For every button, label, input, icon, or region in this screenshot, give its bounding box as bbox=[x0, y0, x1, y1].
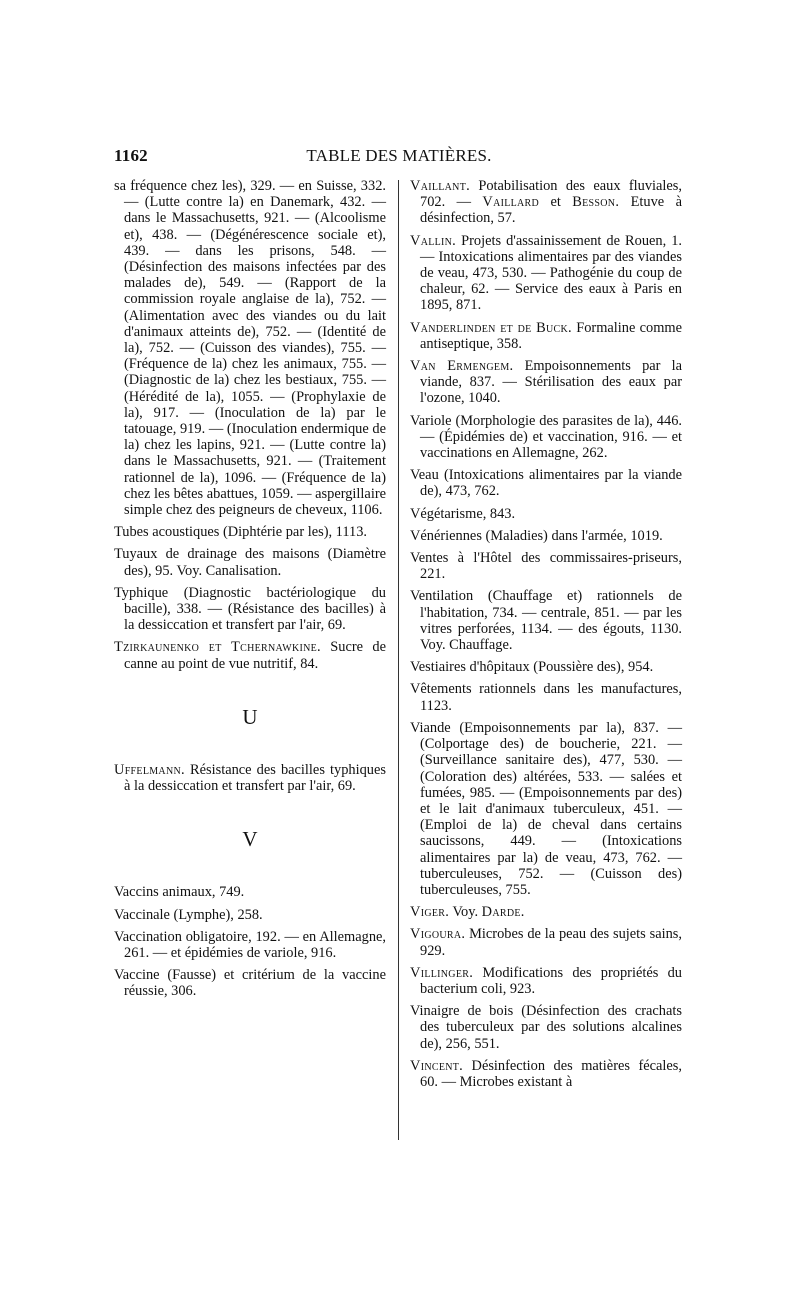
entry-text: Voy. bbox=[449, 904, 482, 921]
index-entry-tuberculose-cont: sa fréquence chez les), 329. — en Suisse, 332. — (Lutte contre la) en Danemark, 432. — dans le Massachusetts, 921. — (Alcoolisme et), 438. — (Dégénérescence sociale et), 439. — dans les prisons, 548. — (Désinfection des maisons infectées par des malades de), 549. — (Rapport de la commission royale anglaise de la), 752. — (Alimentation avec des viandes ou du lait d'animaux atteints de), 752. — (Identité de la), 752. — (Cuisson des viandes), 755. — (Fréquence de la) chez les animaux, 755. — (Diagnostic de la) chez les bestiaux, 755. — (Hérédité de la), 1055. — (Prophylaxie de la), 917. — (Inoculation de la) par le tatouage, 919. — (Inoculation endermique de la) chez les lapins, 921. — (Lutte contre la) dans le Massachusetts, 921. — (Traitement rationnel de la), 1096. — (Fréquence de la) chez les bêtes abattues, 1059. — aspergillaire simple chez des peigneurs de cheveux, 1106. bbox=[114, 178, 386, 519]
index-entry-vanderlinden bbox=[410, 320, 682, 352]
index-entry-vincent bbox=[410, 1058, 682, 1090]
index-entry-vaillant bbox=[410, 178, 682, 227]
section-letter-u: U bbox=[242, 704, 258, 729]
index-entry-tuyaux: Tuyaux de drainage des maisons (Diamètre des), 95. Voy. Canalisation. bbox=[114, 546, 386, 579]
entry-text: Désinfection des matières fécales, 60. — Microbes existant à bbox=[420, 1057, 682, 1090]
index-entry-viande: Viande (Empoisonnements par la), 837. — (Colportage des) de boucherie, 221. — (Surveillance sanitaire des), 477, 530. — (Coloration des) altérées, 533. — salées et fumées, 985. — (Empoisonnements par des) et le lait d'animaux tuberculeux, 451. —(Emploi de la) de cheval dans certains saucissons, 449. — (Intoxications alimentaires par la) de veau, 473, 762. — tuberculeuses, 752. — (Cuisson des) tuberculeuses, 755. bbox=[410, 719, 682, 898]
author-name: Uffelmann. bbox=[114, 761, 185, 778]
entry-text: Potabilisation des eaux fluviales, 702. — bbox=[420, 178, 682, 211]
index-entry-veneriennes: Vénériennes (Maladies) dans l'armée, 1019. bbox=[410, 527, 663, 544]
index-entry-ventilation: Ventilation (Chauffage et) rationnels de l'habitation, 734. — centrale, 851. — par les vitres perforées, 1134. — des égouts, 1130. Voy. Chauffage. bbox=[410, 588, 682, 654]
index-entry-vestiaires: Vestiaires d'hôpitaux (Poussière des), 954. bbox=[410, 659, 654, 676]
right-column bbox=[410, 178, 682, 1096]
index-entry-ventes: Ventes à l'Hôtel des commissaires-priseurs, 221. bbox=[410, 550, 682, 583]
author-name: Viger. bbox=[410, 904, 450, 921]
column-divider bbox=[398, 180, 399, 1140]
entry-text: Empoisonnements par la viande, 837. — Stérilisation des eaux par l'ozone, 1040. bbox=[420, 358, 682, 407]
entry-text: Microbes de la peau des sujets sains, 929. bbox=[420, 926, 682, 959]
index-entry-vaccins: Vaccins animaux, 749. bbox=[114, 884, 245, 901]
section-letter-v: V bbox=[242, 827, 258, 852]
entry-text: Projets d'assainissement de Rouen, 1. — Intoxications alimentaires par des viandes de veau, 473, 530. — Pathogénie du coup de chaleur, 62. — Service des eaux à Paris en 1895, 871. bbox=[420, 232, 682, 314]
entry-text: Sucre de canne au point de vue nutritif, 84. bbox=[124, 639, 387, 672]
author-name: Vigoura. bbox=[410, 926, 466, 943]
index-entry-vaccinale: Vaccinale (Lymphe), 258. bbox=[114, 906, 263, 923]
index-entry-vaccine: Vaccine (Fausse) et critérium de la vaccine réussie, 306. bbox=[114, 967, 386, 1000]
page-number: 1162 bbox=[114, 146, 148, 165]
entry-text: Formaline comme antiseptique, 358. bbox=[420, 319, 682, 352]
author-name: Vaillant. bbox=[410, 178, 471, 194]
index-entry-vaccination: Vaccination obligatoire, 192. — en Allemagne, 261. — et épidémies de variole, 916. bbox=[114, 928, 386, 961]
author-name: Tzirkaunenko et Tchernawkine. bbox=[114, 639, 321, 656]
author-name: Vaillard bbox=[482, 194, 540, 211]
cross-reference: Darde. bbox=[481, 904, 525, 921]
index-entry-vallin bbox=[410, 233, 682, 314]
index-entry-uffelmann bbox=[114, 762, 386, 794]
entry-text: Modifications des propriétés du bacterium coli, 923. bbox=[420, 964, 682, 997]
left-column bbox=[114, 178, 386, 1006]
entry-text: Etuve à désinfection, 57. bbox=[420, 194, 682, 227]
index-entry-tubes: Tubes acoustiques (Diphtérie par les), 1113. bbox=[114, 524, 367, 541]
entry-text: et bbox=[539, 194, 573, 211]
author-name: Vanderlinden et de Buck. bbox=[410, 319, 572, 336]
index-entry-villinger bbox=[410, 965, 682, 997]
index-entry-typhique: Typhique (Diagnostic bactériologique du bacille), 338. — (Résistance des bacilles) à la dessiccation et transfert par l'air, 69. bbox=[114, 584, 386, 634]
index-entry-viger bbox=[410, 904, 682, 920]
author-name: Van Ermengem. bbox=[410, 358, 514, 375]
author-name: Villinger. bbox=[410, 964, 474, 981]
index-entry-vetements: Vêtements rationnels dans les manufactures, 1123. bbox=[410, 681, 682, 714]
author-name: Vincent. bbox=[410, 1057, 464, 1074]
index-entry-veau: Veau (Intoxications alimentaires par la viande de), 473, 762. bbox=[410, 467, 682, 500]
index-entry-variole: Variole (Morphologie des parasites de la), 446. — (Épidémies de) et vaccination, 916. — et vaccinations en Allemagne, 262. bbox=[410, 412, 682, 462]
author-name: Vallin. bbox=[410, 232, 457, 249]
index-entry-vinaigre: Vinaigre de bois (Désinfection des crachats des tuberculeux par des solutions alcalines de), 256, 551. bbox=[410, 1003, 682, 1052]
index-entry-vegetarisme: Végétarisme, 843. bbox=[410, 505, 516, 522]
index-entry-van-ermengem bbox=[410, 358, 682, 407]
running-title: TABLE DES MATIÈRES. bbox=[306, 146, 492, 165]
author-name: Besson. bbox=[572, 194, 620, 211]
index-entry-tzirkaunenko bbox=[114, 639, 386, 671]
index-entry-vigoura bbox=[410, 926, 682, 958]
entry-text: Résistance des bacilles typhiques à la dessiccation et transfert par l'air, 69. bbox=[124, 761, 386, 795]
page-header bbox=[114, 146, 684, 168]
